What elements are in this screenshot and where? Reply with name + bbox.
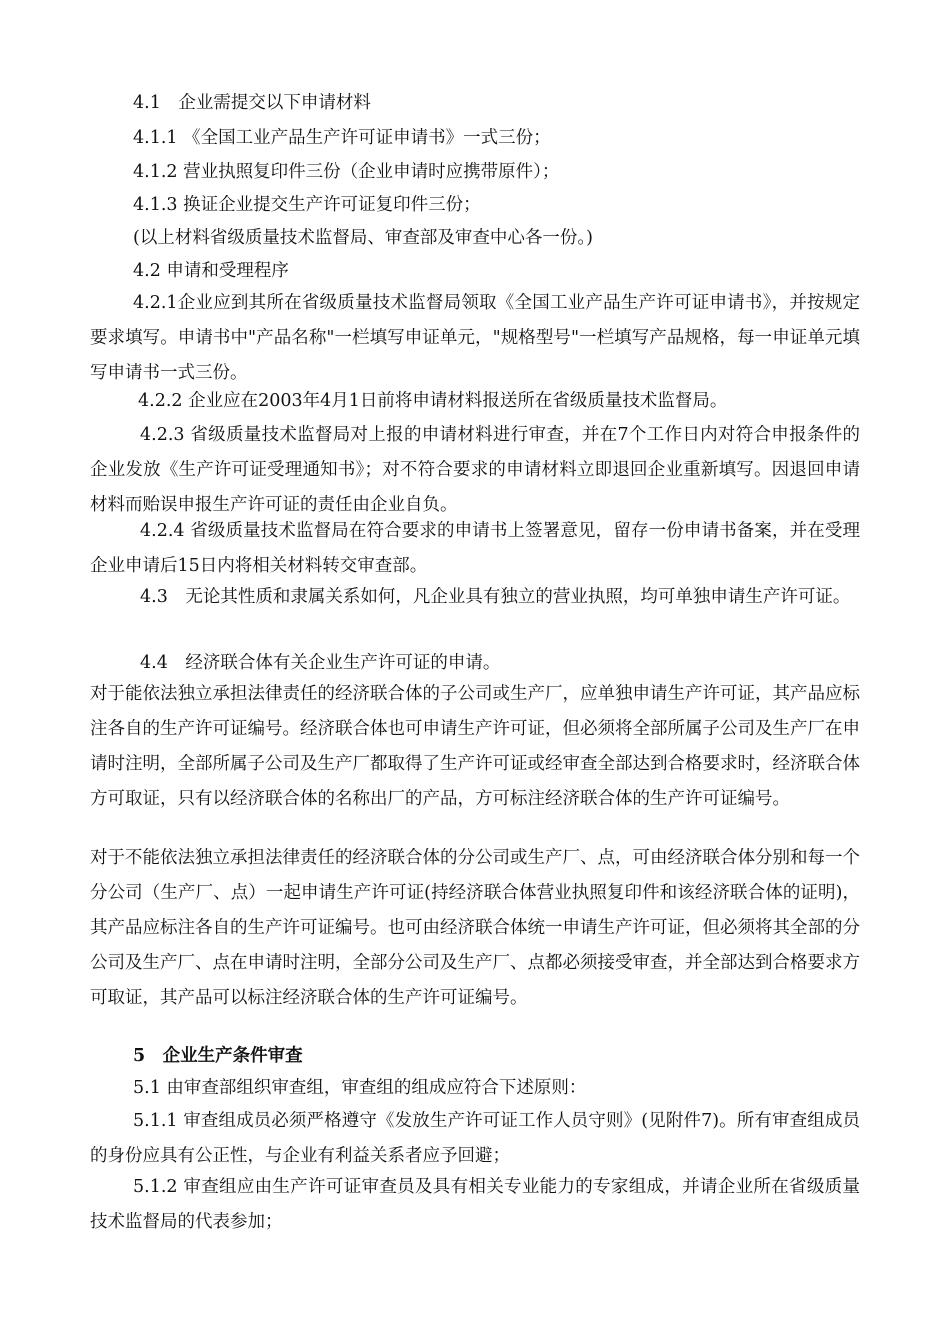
clause-4-2-3: 4.2.3 省级质量技术监督局对上报的申请材料进行审查，并在7个工作日内对符合申报条件的企业发放《生产许可证受理通知书》；对不符合要求的申请材料立即退回企业重新填写。因退回申请材料而贻误申报生产许可证的责任由企业自负。 [90, 425, 860, 515]
clause-4-3: 4.3 无论其性质和隶属关系如何，凡企业具有独立的营业执照，均可单独申请生产许可证。 [140, 587, 851, 607]
clause-4-2: 4.2 申请和受理程序 [133, 261, 289, 281]
materials-note: (以上材料省级质量技术监督局、审查部及审查中心各一份。) [133, 228, 593, 248]
clause-4-4-dependent: 对于不能依法独立承担法律责任的经济联合体的分公司或生产厂、点，可由经济联合体分别和每一个分公司（生产厂、点）一起申请生产许可证(持经济联合体营业执照复印件和该经济联合体的证明)，其产品应标注各自的生产许可证编号。也可由经济联合体统一申请生产许可证，但必须将其全部的分公司及生产厂、点在申请时注明，全部分公司及生产厂、点都必须接受审查，并全部达到合格要求方可取证，其产品可以标注经济联合体的生产许可证编号。 [90, 848, 860, 1008]
clause-4-1-2: 4.1.2 营业执照复印件三份（企业申请时应携带原件）； [133, 162, 560, 182]
clause-4-1-3: 4.1.3 换证企业提交生产许可证复印件三份； [133, 195, 481, 215]
clause-4-4: 4.4 经济联合体有关企业生产许可证的申请。 [140, 653, 501, 673]
clause-4-2-2: 4.2.2 企业应在2003年4月1日前将申请材料报送所在省级质量技术监督局。 [138, 391, 728, 411]
clause-4-2-1: 4.2.1企业应到其所在省级质量技术监督局领取《全国工业产品生产许可证申请书》，并按规定要求填写。申请书中"产品名称"一栏填写申证单元，"规格型号"一栏填写产品规格，每一申证单元填写申请书一式三份。 [90, 293, 860, 383]
clause-4-2-4: 4.2.4 省级质量技术监督局在符合要求的申请书上签署意见，留存一份申请书备案，并在受理企业申请后15日内将相关材料转交审查部。 [90, 521, 860, 576]
section-5-heading: 5 企业生产条件审查 [133, 1046, 303, 1066]
clause-5-1-1: 5.1.1 审查组成员必须严格遵守《发放生产许可证工作人员守则》(见附件7)。所有审查组成员的身份应具有公正性，与企业有利益关系者应予回避； [90, 1111, 860, 1166]
clause-5-1-2: 5.1.2 审查组应由生产许可证审查员及具有相关专业能力的专家组成，并请企业所在省级质量技术监督局的代表参加； [90, 1177, 860, 1232]
clause-4-1: 4.1 企业需提交以下申请材料 [133, 93, 371, 113]
clause-4-4-independent: 对于能依法独立承担法律责任的经济联合体的子公司或生产厂，应单独申请生产许可证，其产品应标注各自的生产许可证编号。经济联合体也可申请生产许可证，但必须将全部所属子公司及生产厂在申请时注明，全部所属子公司及生产厂都取得了生产许可证或经审查全部达到合格要求时，经济联合体方可取证，只有以经济联合体的名称出厂的产品，方可标注经济联合体的生产许可证编号。 [90, 684, 860, 809]
clause-5-1: 5.1 由审查部组织审查组，审查组的组成应符合下述原则： [133, 1078, 587, 1098]
clause-4-1-1: 4.1.1 《全国工业产品生产许可证申请书》一式三份； [133, 128, 551, 148]
